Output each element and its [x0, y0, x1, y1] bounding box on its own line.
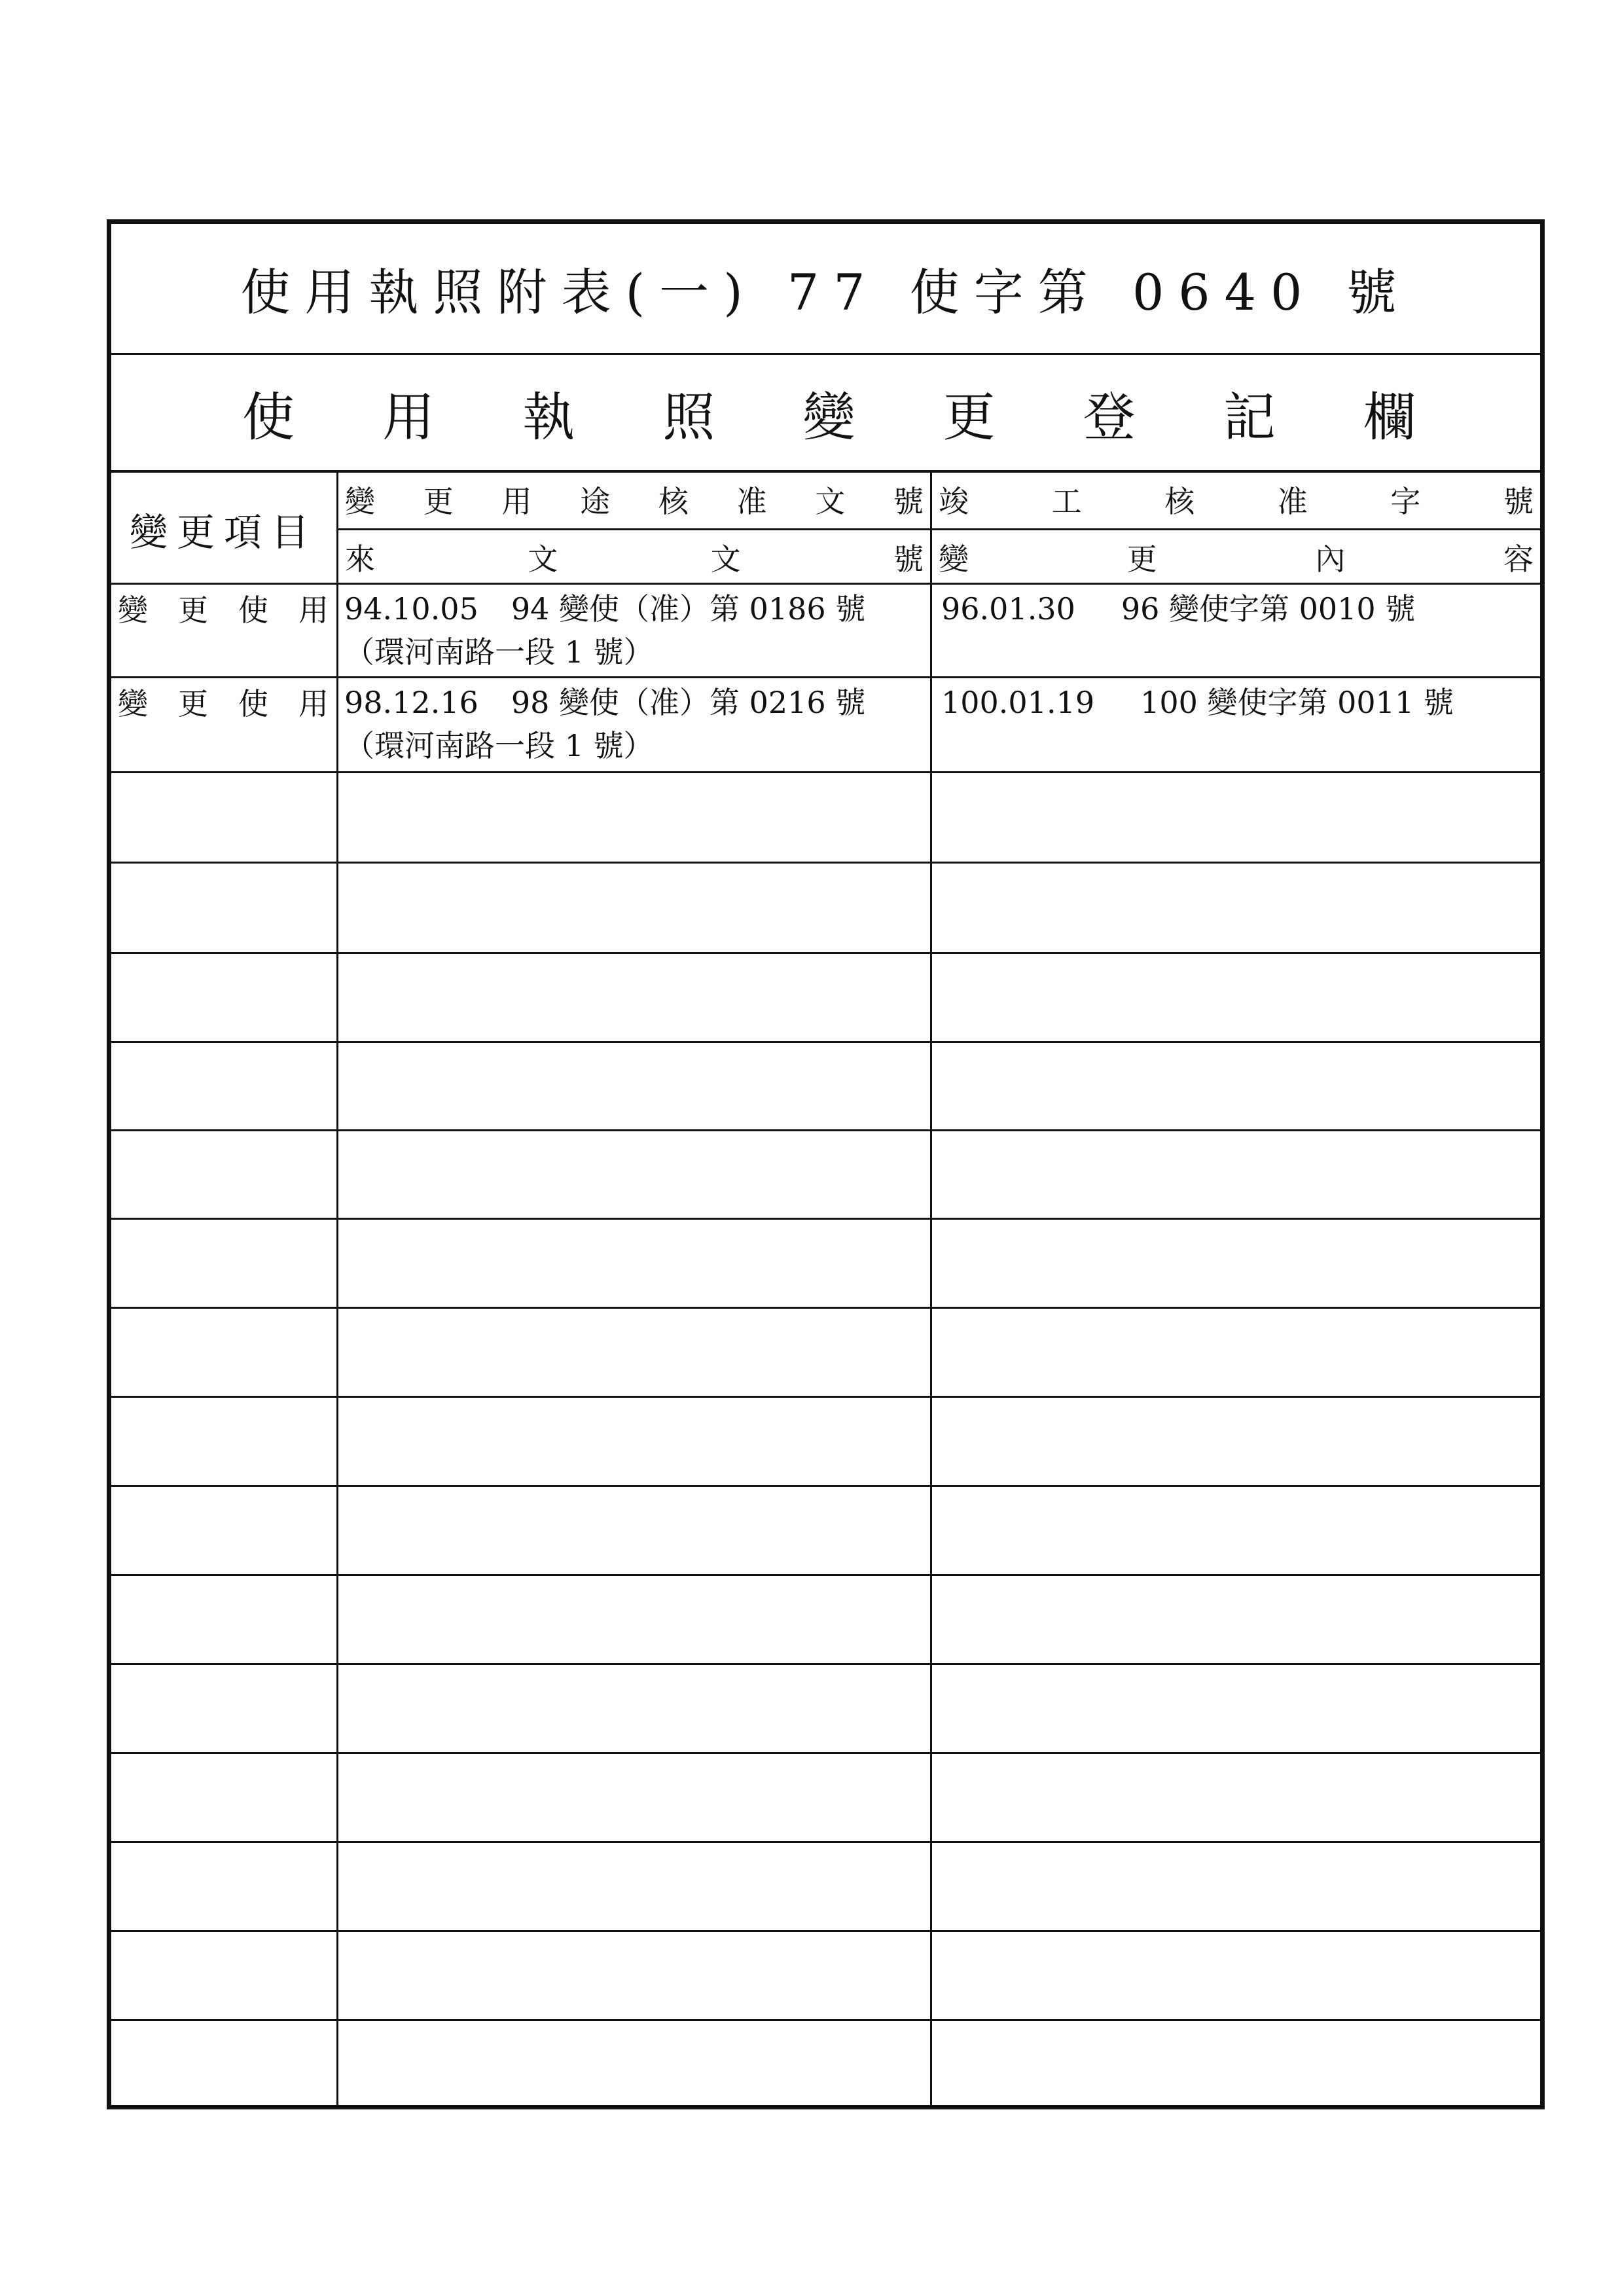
empty-row [111, 1398, 1540, 1487]
row-completion [936, 585, 1538, 676]
row-item [111, 678, 336, 771]
completion-date: 96.01.30 [941, 591, 1075, 627]
completion-date: 100.01.19 [941, 685, 1095, 720]
empty-row [111, 1576, 1540, 1665]
empty-row [111, 1932, 1540, 2021]
item-char: 使 [238, 686, 268, 721]
approval-address: （環河南路一段 1 號） [344, 728, 654, 763]
header-char: 號 [893, 541, 924, 577]
header-char: 更 [1126, 541, 1157, 577]
item-char: 更 [178, 686, 208, 721]
empty-row [111, 1309, 1540, 1398]
completion-doc-number: 96 變使字第 0010 號 [1121, 591, 1416, 627]
approval-date: 98.12.16 [344, 685, 478, 720]
subtitle-char: 記 [1223, 386, 1276, 448]
empty-row [111, 1043, 1540, 1131]
item-char: 使 [238, 592, 268, 628]
column-divider-item [336, 473, 338, 2105]
table-header [111, 473, 1540, 585]
header-char: 內 [1315, 541, 1346, 577]
header-char: 准 [1277, 484, 1308, 519]
subtitle-char: 登 [1083, 386, 1136, 448]
completion-doc-number: 100 變使字第 0011 號 [1140, 685, 1454, 720]
subtitle-char: 用 [382, 386, 435, 448]
subtitle-char: 更 [943, 386, 996, 448]
empty-row [111, 1665, 1540, 1754]
subtitle-char: 欄 [1363, 386, 1416, 448]
header-char: 來 [345, 541, 375, 577]
form-subtitle [111, 355, 1540, 473]
empty-row [111, 954, 1540, 1043]
header-char: 途 [580, 484, 611, 519]
license-form [107, 219, 1545, 2109]
header-char: 工 [1051, 484, 1082, 519]
item-char: 用 [298, 686, 329, 721]
subtitle-char: 變 [802, 386, 855, 448]
empty-row [111, 1220, 1540, 1309]
subtitle-char: 使 [242, 386, 295, 448]
header-char: 變 [345, 484, 375, 519]
empty-row [111, 1754, 1540, 1843]
item-char: 用 [298, 592, 329, 628]
empty-row [111, 1843, 1540, 1932]
header-col-b-top [932, 473, 1540, 526]
table-row [111, 585, 1540, 678]
header-char: 文 [710, 541, 741, 577]
header-char: 號 [893, 484, 924, 519]
header-char: 更 [423, 484, 454, 519]
header-char: 容 [1503, 541, 1534, 577]
approval-date: 94.10.05 [344, 591, 478, 627]
row-item [111, 585, 336, 676]
approval-address: （環河南路一段 1 號） [344, 634, 654, 670]
subtitle-char: 照 [662, 386, 715, 448]
empty-row [111, 773, 1540, 864]
header-char: 准 [736, 484, 767, 519]
header-char: 竣 [939, 484, 969, 519]
header-char: 變 [939, 541, 969, 577]
header-char: 核 [1164, 484, 1195, 519]
header-col-a-top [338, 473, 930, 526]
empty-row [111, 1131, 1540, 1220]
header-char: 字 [1390, 484, 1421, 519]
row-approval [340, 678, 929, 771]
empty-row [111, 2021, 1540, 2105]
header-item-label: 變更項目 [129, 509, 318, 555]
header-col-a-bottom [338, 530, 930, 584]
row-approval [340, 585, 929, 676]
subtitle-char: 執 [522, 386, 575, 448]
header-char: 號 [1503, 484, 1534, 519]
row-completion [936, 678, 1538, 771]
item-char: 變 [118, 592, 148, 628]
empty-row [111, 1487, 1540, 1576]
form-title: 使用執照附表(一) 77 使字第 0640 號 [111, 224, 1540, 355]
column-divider-middle [930, 473, 932, 2105]
header-char: 文 [815, 484, 846, 519]
approval-doc-number: 98 變使（准）第 0216 號 [511, 685, 866, 720]
approval-doc-number: 94 變使（准）第 0186 號 [511, 591, 866, 627]
header-char: 用 [501, 484, 532, 519]
item-char: 變 [118, 686, 148, 721]
empty-row [111, 864, 1540, 954]
header-char: 文 [528, 541, 558, 577]
header-col-b-bottom [932, 530, 1540, 584]
table-row [111, 678, 1540, 773]
item-char: 更 [178, 592, 208, 628]
header-char: 核 [658, 484, 689, 519]
